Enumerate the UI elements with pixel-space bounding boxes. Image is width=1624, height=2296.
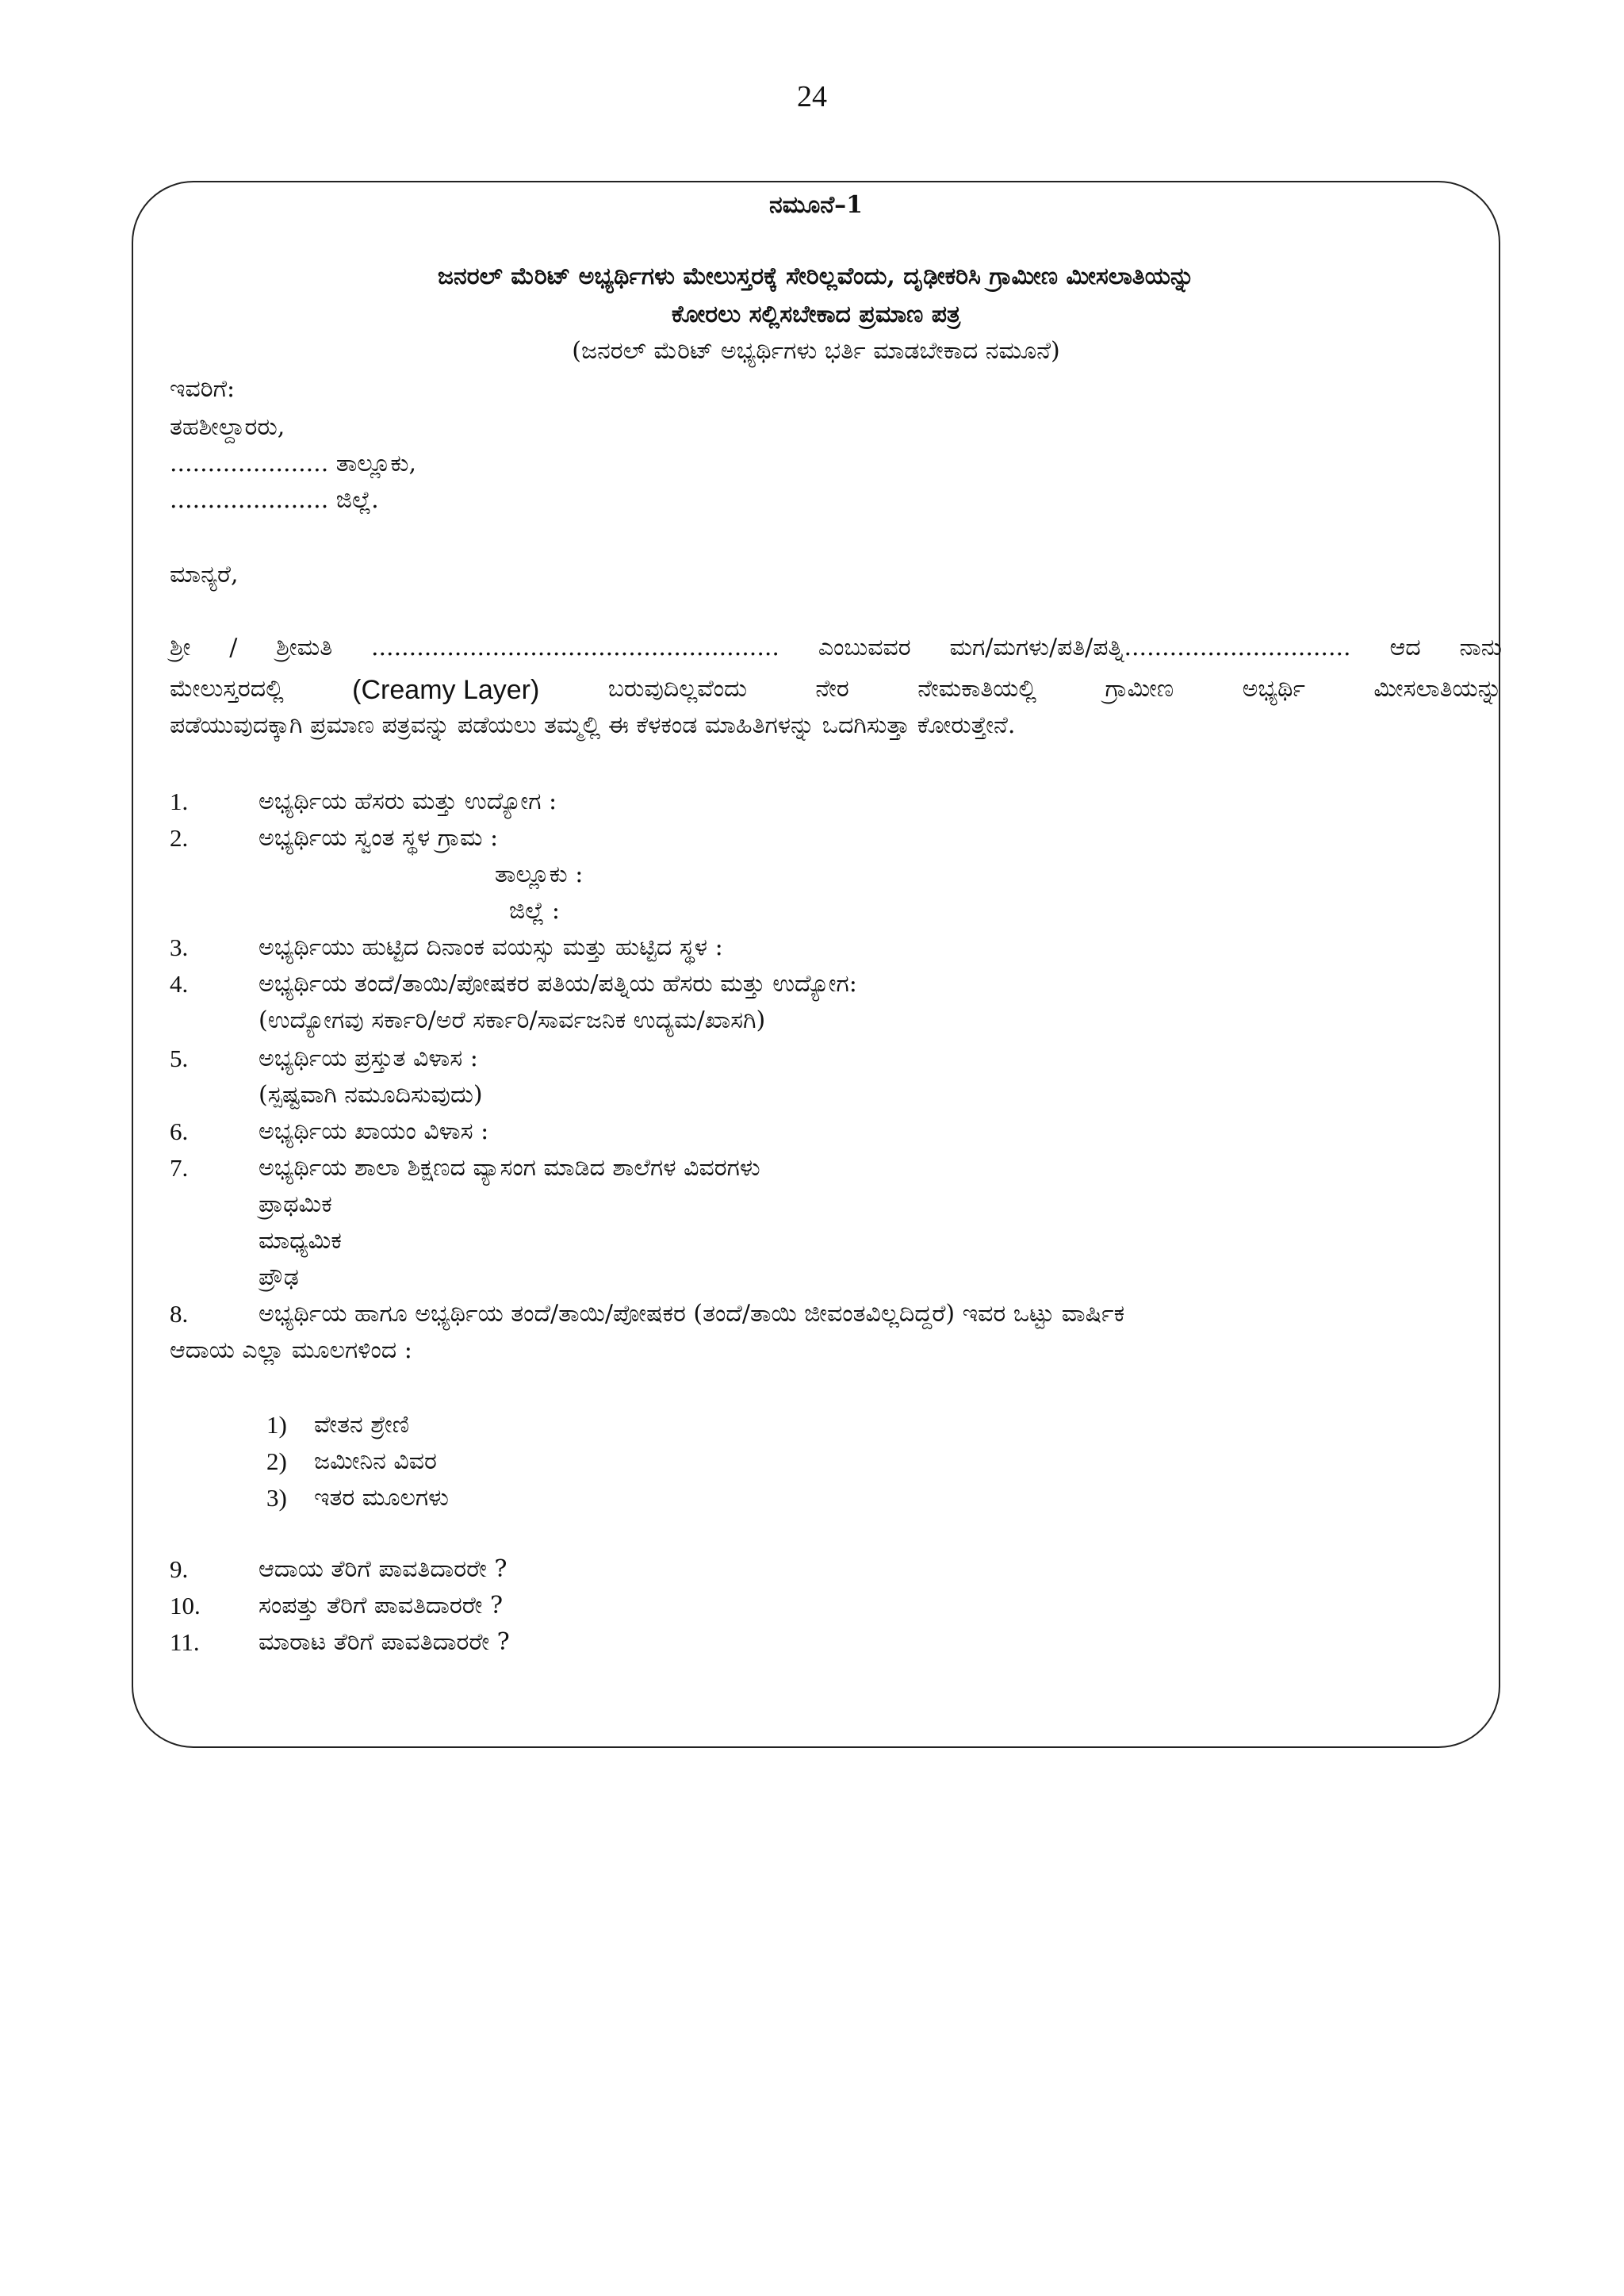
item-2-district: ಜಿಲ್ಲೆ : [509, 897, 561, 925]
item-number: 8. [170, 1300, 189, 1328]
form-code: ನಮೂನೆ–1 [768, 191, 864, 219]
address-district: ..................... ಜಿಲ್ಲೆ. [170, 486, 379, 514]
item-5-text: ಅಭ್ಯರ್ಥಿಯ ಪ್ರಸ್ತುತ ವಿಳಾಸ : [259, 1045, 478, 1072]
item-number: 6. [170, 1117, 189, 1145]
school-secondary: ಮಾಧ್ಯಮಿಕ [259, 1227, 342, 1255]
item-5-note: (ಸ್ಪಷ್ಟವಾಗಿ ನಮೂದಿಸುವುದು) [259, 1081, 483, 1109]
body-word: ಆದ [1389, 634, 1421, 661]
address-officer: ತಹಶೀಲ್ದಾರರು, [170, 413, 285, 441]
item-7-text: ಅಭ್ಯರ್ಥಿಯ ಶಾಲಾ ಶಿಕ್ಷಣದ ವ್ಯಾಸಂಗ ಮಾಡಿದ ಶಾಲೆಗಳ ವಿವರಗಳು [259, 1154, 760, 1182]
item-number: 2. [170, 824, 189, 852]
income-number: 3) [266, 1484, 287, 1512]
name-blank: ...................................................... [370, 634, 779, 661]
body-word: ಅಭ್ಯರ್ಥಿ [1242, 675, 1305, 703]
form-subtitle: (ಜನರಲ್ ಮೆರಿಟ್ ಅಭ್ಯರ್ಥಿಗಳು ಭರ್ತಿ ಮಾಡಬೇಕಾದ ನಮೂನೆ) [572, 337, 1060, 365]
income-number: 1) [266, 1411, 287, 1439]
income-land: ಜಮೀನಿನ ವಿವರ [314, 1447, 437, 1475]
item-1-text: ಅಭ್ಯರ್ಥಿಯ ಹೆಸರು ಮತ್ತು ಉದ್ಯೋಗ : [259, 788, 557, 815]
body-line-2 [170, 676, 1502, 705]
item-2-text: ಅಭ್ಯರ್ಥಿಯ ಸ್ವಂತ ಸ್ಥಳ ಗ್ರಾಮ : [259, 824, 499, 852]
item-number: 9. [170, 1555, 189, 1583]
body-line-3: ಪಡೆಯುವುದಕ್ಕಾಗಿ ಪ್ರಮಾಣ ಪತ್ರವನ್ನು ಪಡೆಯಲು ತಮ್ಮಲ್ಲಿ ಈ ಕೆಳಕಂಡ ಮಾಹಿತಿಗಳನ್ನು ಒದಗಿಸುತ್ತಾ ಕೋರುತ್ತೇನೆ. [170, 711, 1016, 739]
body-word: ಶ್ರೀಮತಿ [276, 634, 333, 661]
item-6-text: ಅಭ್ಯರ್ಥಿಯ ಖಾಯಂ ವಿಳಾಸ : [259, 1117, 489, 1145]
item-4-note: (ಉದ್ಯೋಗವು ಸರ್ಕಾರಿ/ಅರೆ ಸರ್ಕಾರಿ/ಸಾರ್ವಜನಿಕ ಉದ್ಯಮ/ಖಾಸಗಿ) [259, 1006, 766, 1034]
relation-blank: ಮಗ/ಮಗಳು/ಪತಿ/ಪತ್ನಿ.............................. [949, 634, 1351, 661]
form-border [132, 181, 1500, 1748]
item-number: 4. [170, 970, 189, 998]
body-word: ಮೇಲುಸ್ತರದಲ್ಲಿ [170, 675, 284, 703]
item-4-text: ಅಭ್ಯರ್ಥಿಯ ತಂದೆ/ತಾಯಿ/ಪೋಷಕರ ಪತಿಯ/ಪತ್ನಿಯ ಹೆಸರು ಮತ್ತು ಉದ್ಯೋಗ: [259, 970, 857, 998]
item-8-text: ಅಭ್ಯರ್ಥಿಯ ಹಾಗೂ ಅಭ್ಯರ್ಥಿಯ ತಂದೆ/ತಾಯಿ/ಪೋಷಕರ (ತಂದೆ/ತಾಯಿ ಜೀವಂತವಿಲ್ಲದಿದ್ದರೆ) ಇವರ ಒಟ್ಟು ವಾರ್ಷಿಕ [259, 1300, 1125, 1328]
body-word: ಗ್ರಾಮೀಣ [1105, 675, 1174, 703]
item-number: 3. [170, 933, 189, 961]
form-title-line2: ಕೋರಲು ಸಲ್ಲಿಸಬೇಕಾದ ಪ್ರಮಾಣ ಪತ್ರ [671, 301, 961, 328]
income-number: 2) [266, 1447, 287, 1475]
item-10-text: ಸಂಪತ್ತು ತೆರಿಗೆ ಪಾವತಿದಾರರೇ ? [259, 1592, 504, 1619]
school-high: ಪ್ರೌಢ [259, 1263, 299, 1291]
item-number: 5. [170, 1045, 189, 1072]
body-word: ಎಂಬುವವರ [818, 634, 911, 661]
body-line-1 [170, 634, 1502, 661]
item-9-text: ಆದಾಯ ತೆರಿಗೆ ಪಾವತಿದಾರರೇ ? [259, 1555, 508, 1583]
address-to: ಇವರಿಗೆ: [170, 375, 236, 403]
creamy-layer-term: (Creamy Layer) [352, 675, 540, 705]
address-taluk: ..................... ತಾಲ್ಲೂಕು, [170, 450, 417, 477]
body-word: ಬರುವುದಿಲ್ಲವೆಂದು [607, 675, 747, 703]
form-title-line1: ಜನರಲ್ ಮೆರಿಟ್ ಅಭ್ಯರ್ಥಿಗಳು ಮೇಲುಸ್ತರಕ್ಕೆ ಸೇರಿಲ್ಲವೆಂದು, ದೃಢೀಕರಿಸಿ ಗ್ರಾಮೀಣ ಮೀಸಲಾತಿಯನ್ನು [437, 263, 1195, 290]
income-other: ಇತರ ಮೂಲಗಳು [314, 1484, 449, 1512]
item-number: 1. [170, 788, 189, 815]
body-word: ಶ್ರೀ [170, 634, 191, 661]
body-word: / [229, 634, 238, 661]
body-word: ನೇಮಕಾತಿಯಲ್ಲಿ [917, 675, 1037, 703]
page-number: 24 [797, 80, 827, 113]
body-word: ನಾನು [1459, 634, 1502, 661]
school-primary: ಪ್ರಾಥಮಿಕ [259, 1190, 332, 1218]
item-2-taluk: ತಾಲ್ಲೂಕು : [495, 861, 584, 888]
item-11-text: ಮಾರಾಟ ತೆರಿಗೆ ಪಾವತಿದಾರರೇ ? [259, 1628, 510, 1656]
salutation: ಮಾನ್ಯರೆ, [170, 561, 239, 588]
item-number: 7. [170, 1154, 189, 1182]
item-8-continuation: ಆದಾಯ ಎಲ್ಲಾ ಮೂಲಗಳಿಂದ : [170, 1336, 412, 1364]
item-number: 10. [170, 1592, 201, 1619]
item-3-text: ಅಭ್ಯರ್ಥಿಯು ಹುಟ್ಟಿದ ದಿನಾಂಕ ವಯಸ್ಸು ಮತ್ತು ಹುಟ್ಟಿದ ಸ್ಥಳ : [259, 933, 723, 961]
body-word: ಮೀಸಲಾತಿಯನ್ನು [1373, 675, 1502, 703]
item-number: 11. [170, 1628, 200, 1656]
body-word: ನೇರ [815, 675, 849, 703]
income-salary: ವೇತನ ಶ್ರೇಣಿ [314, 1411, 409, 1439]
